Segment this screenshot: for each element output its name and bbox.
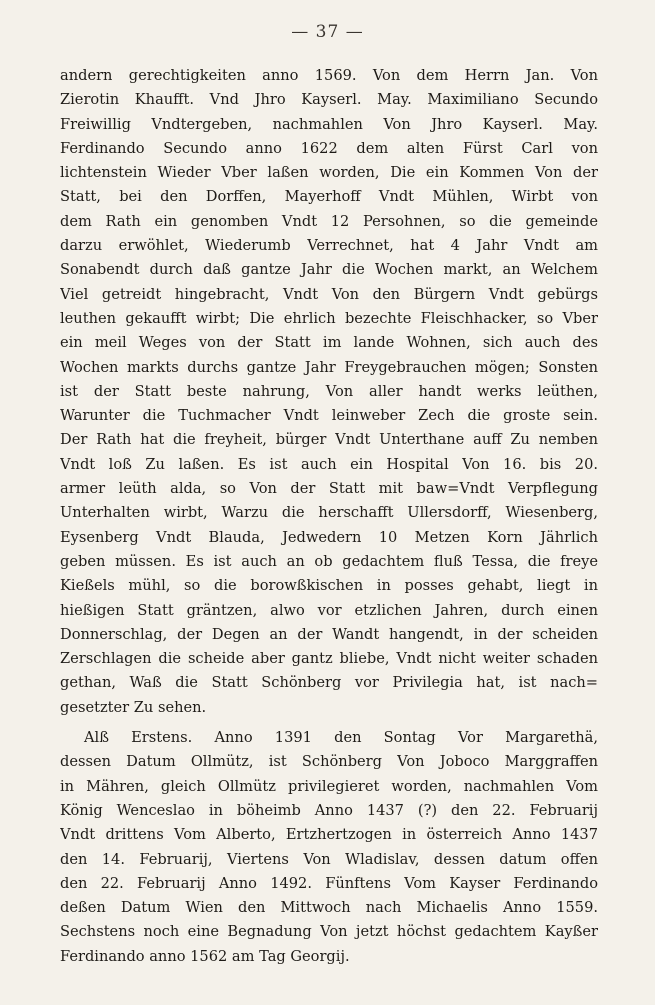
text-line: armer leüth alda, so Von der Statt mit baw=Vndt Verpflegung bbox=[60, 480, 598, 498]
text-line: Kießels mühl, so die borowßkischen in posses gehabt, liegt in bbox=[60, 577, 598, 595]
text-line: den 22. Februarij Anno 1492. Fünftens Vom Kayser Ferdinando bbox=[60, 874, 598, 892]
text-line: Ferdinando anno 1562 am Tag Georgij. bbox=[60, 947, 350, 965]
page-number: — 37 — bbox=[291, 22, 364, 42]
text-line: Donnerschlag, der Degen an der Wandt hangendt, in der scheiden bbox=[60, 625, 598, 643]
paragraph-2 bbox=[60, 726, 598, 969]
text-line: in Mähren, gleich Ollmütz privilegieret worden, nachmahlen Vom bbox=[60, 777, 598, 795]
text-line: Wochen markts durchs gantze Jahr Freygebrauchen mögen; Sonsten bbox=[60, 358, 598, 376]
text-line: dessen Datum Ollmütz, ist Schönberg Von Joboco Marggraffen bbox=[60, 753, 598, 771]
text-line: Zierotin Khaufft. Vnd Jhro Kayserl. May. Maximiliano Secundo bbox=[60, 91, 598, 109]
text-line: geben müssen. Es ist auch an ob gedachtem fluß Tessa, die freye bbox=[60, 552, 598, 570]
text-line: Eysenberg Vndt Blauda, Jedwedern 10 Metzen Korn Jährlich bbox=[60, 528, 598, 546]
text-line: König Wenceslao in böheimb Anno 1437 (?) den 22. Februarij bbox=[60, 801, 598, 819]
text-line: dem Rath ein genomben Vndt 12 Persohnen, so die gemeinde bbox=[60, 212, 598, 230]
text-line: Ferdinando Secundo anno 1622 dem alten Fürst Carl von bbox=[60, 139, 598, 157]
text-line: gethan, Waß die Statt Schönberg vor Privilegia hat, ist nach= bbox=[60, 674, 598, 692]
text-line: Viel getreidt hingebracht, Vndt Von den Bürgern Vndt gebürgs bbox=[60, 285, 598, 303]
text-line: lichtenstein Wieder Vber laßen worden, Die ein Kommen Von der bbox=[60, 164, 598, 182]
text-line: Unterhalten wirbt, Warzu die herschafft Ullersdorff, Wiesenberg, bbox=[60, 504, 598, 522]
text-line: Sonabendt durch daß gantze Jahr die Wochen markt, an Welchem bbox=[60, 261, 598, 279]
text-line: Freiwillig Vndtergeben, nachmahlen Von Jhro Kayserl. May. bbox=[60, 115, 598, 133]
text-line: Sechstens noch eine Begnadung Von jetzt höchst gedachtem Kayßer bbox=[60, 923, 598, 941]
text-line: Zerschlagen die scheide aber gantz bliebe, Vndt nicht weiter schaden bbox=[60, 650, 598, 668]
text-line: Vndt drittens Vom Alberto, Ertzhertzogen in österreich Anno 1437 bbox=[60, 826, 598, 844]
text-line: gesetzter Zu sehen. bbox=[60, 698, 207, 716]
main-text bbox=[60, 64, 598, 969]
text-line: deßen Datum Wien den Mittwoch nach Michaelis Anno 1559. bbox=[60, 899, 598, 917]
text-line: darzu erwöhlet, Wiederumb Verrechnet, hat 4 Jahr Vndt am bbox=[60, 237, 598, 255]
text-line: den 14. Februarij, Viertens Von Wladislav, dessen datum offen bbox=[60, 850, 598, 868]
text-line: Vndt loß Zu laßen. Es ist auch ein Hospital Von 16. bis 20. bbox=[60, 455, 598, 473]
text-line: leuthen gekaufft wirbt; Die ehrlich bezechte Fleischhacker, so Vber bbox=[60, 309, 598, 327]
paragraph-1 bbox=[60, 64, 598, 720]
text-line: hießigen Statt gräntzen, alwo vor etzlichen Jahren, durch einen bbox=[60, 601, 598, 619]
text-line: ist der Statt beste nahrung, Von aller handt werks leüthen, bbox=[60, 382, 598, 400]
text-line: ein meil Weges von der Statt im lande Wohnen, sich auch des bbox=[60, 334, 598, 352]
text-line: Warunter die Tuchmacher Vndt leinweber Zech die groste sein. bbox=[60, 407, 598, 425]
text-line: andern gerechtigkeiten anno 1569. Von dem Herrn Jan. Von bbox=[60, 67, 598, 84]
text-line: Statt, bei den Dorffen, Mayerhoff Vndt Mühlen, Wirbt von bbox=[60, 188, 598, 206]
text-line: Alß Erstens. Anno 1391 den Sontag Vor Margarethä, bbox=[84, 729, 598, 747]
text-line: Der Rath hat die freyheit, bürger Vndt Unterthane auff Zu nemben bbox=[60, 431, 598, 449]
